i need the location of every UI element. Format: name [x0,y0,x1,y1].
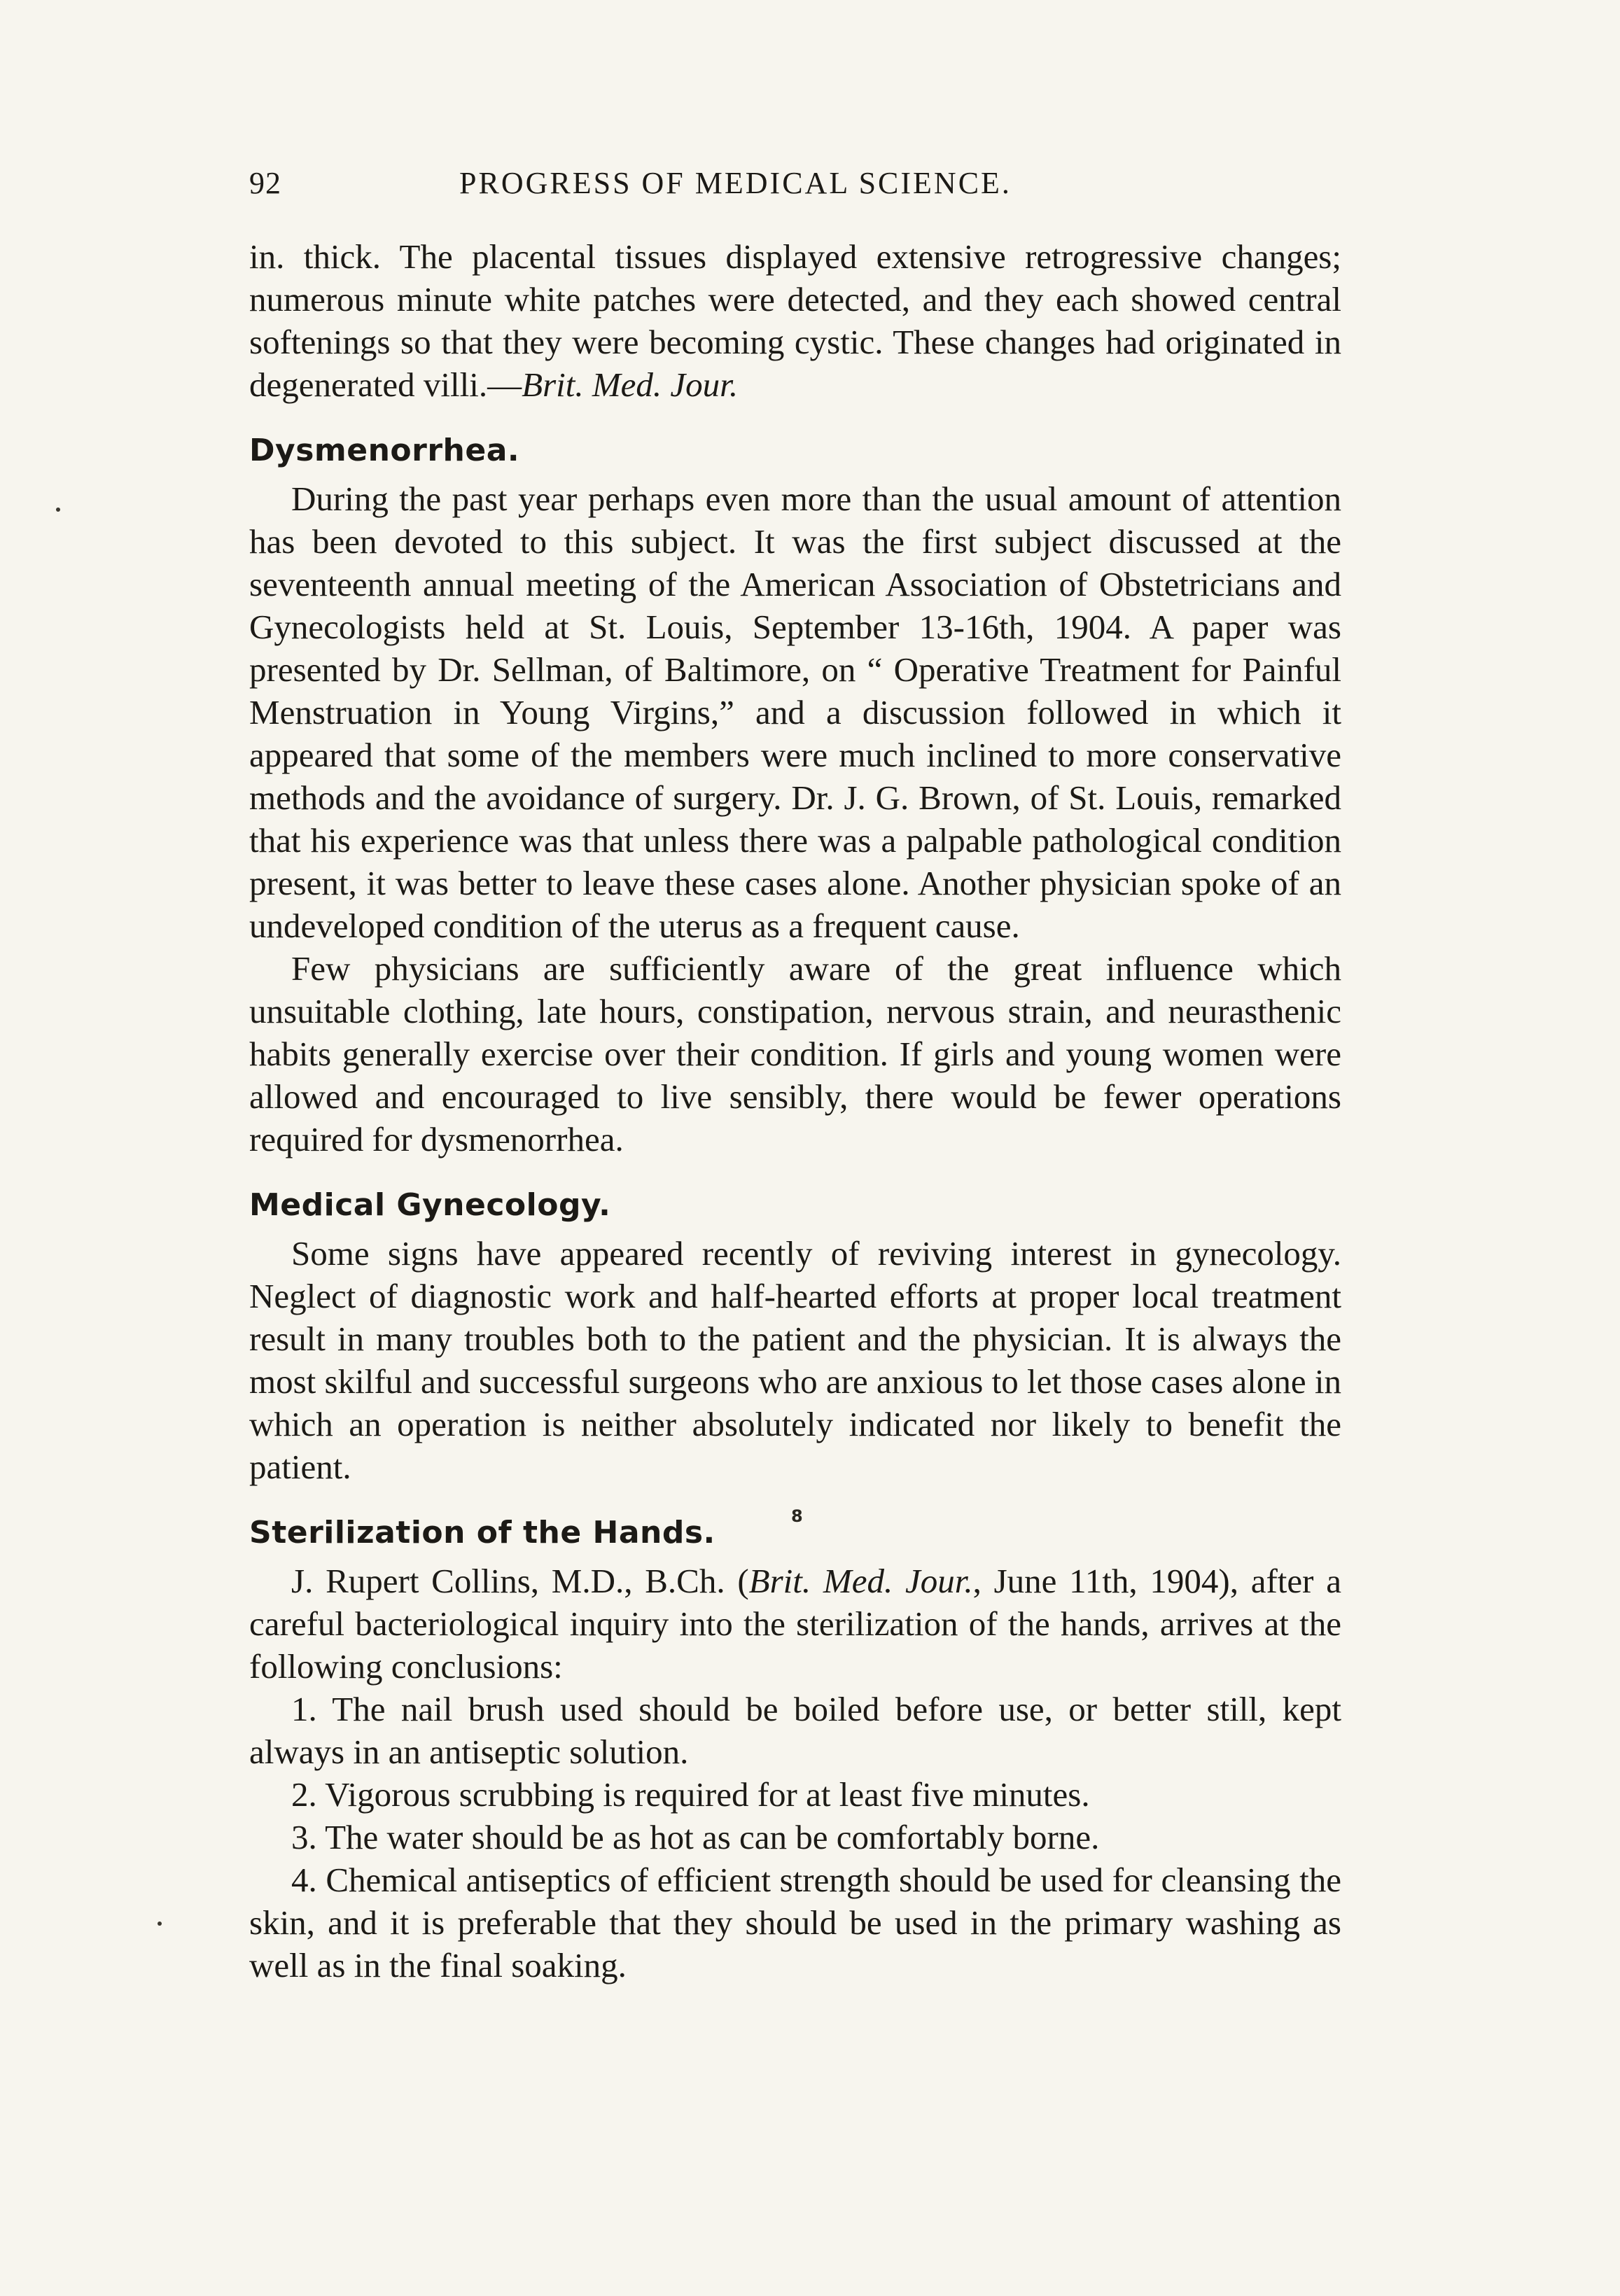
sterilization-intro-source: Brit. Med. Jour. [748,1562,973,1600]
continuation-paragraph [249,235,1341,406]
sterilization-intro-after: , June 11th, 1904), after a careful bacteriological inquiry into the sterilization of the hands, arrives at the following conclusions: [249,1562,1341,1686]
continuation-source: Brit. Med. Jour. [522,365,739,404]
book-page [249,165,1341,1987]
continuation-text: in. thick. The placental tissues displayed extensive retrogressive changes; numerous minute white patches were detected, and they each showed central softenings so that they were becoming cystic. These changes had originated in degenerated villi.— [249,237,1341,404]
heading-sterilization [249,1506,1341,1554]
margin-speck-2 [158,1921,162,1926]
sterilization-intro [249,1560,1341,1688]
heading-sterilization-text: Sterilization of the Hands. [249,1515,715,1550]
conclusion-item-4: 4. Chemical antiseptics of efficient strength should be used for cleansing the skin, and it is preferable that they should be used in the primary washing as well as in the final soaking. [249,1861,1341,1984]
heading-medical-gynecology: Medical Gynecology. [249,1187,611,1223]
conclusion-item-3: 3. The water should be as hot as can be comfortably borne. [291,1818,1100,1856]
margin-speck-1 [56,507,60,512]
running-title: PROGRESS OF MEDICAL SCIENCE. [459,166,1012,200]
heading-dysmenorrhea: Dysmenorrhea. [249,433,520,468]
running-head [249,165,1341,207]
conclusion-item-1: 1. The nail brush used should be boiled before use, or better still, kept always in an antiseptic solution. [249,1690,1341,1771]
dysmenorrhea-paragraph-1: During the past year perhaps even more than the usual amount of attention has been devoted to this subject. It was the first subject discussed at the seventeenth annual meeting of the American Association of Obstetricians and Gynecologists held at St. Louis, September 13-16th, 1904. A paper was presented by Dr. Sellman, of Baltimore, on “ Operative Treatment for Painful Menstruation in Young Virgins,” and a discussion followed in which it appeared that some of the members were much inclined to more conservative methods and the avoidance of surgery. Dr. J. G. Brown, of St. Louis, remarked that his experience was that unless there was a palpable pathological condition present, it was better to leave these cases alone. Another physician spoke of an undeveloped condition of the uterus as a frequent cause. [249,479,1341,945]
conclusion-item-2: 2. Vigorous scrubbing is required for at least five minutes. [291,1775,1090,1814]
medical-gynecology-paragraph: Some signs have appeared recently of reviving interest in gynecology. Neglect of diagnostic work and half-hearted efforts at proper local treatment result in many troubles both to the patient and the physician. It is always the most skilful and successful surgeons who are anxious to let those cases alone in which an operation is neither absolutely indicated nor likely to benefit the patient. [249,1234,1341,1486]
stray-mark: 8 [791,1506,804,1526]
sterilization-intro-before: J. Rupert Collins, M.D., B.Ch. ( [291,1562,749,1600]
dysmenorrhea-paragraph-2: Few physicians are sufficiently aware of the great influence which unsuitable clothing, late hours, constipation, nervous strain, and neurasthenic habits generally exercise over their condition. If girls and young women were allowed and encouraged to live sensibly, there would be fewer operations required for dysmenorrhea. [249,949,1341,1158]
page-number: 92 [249,166,281,200]
